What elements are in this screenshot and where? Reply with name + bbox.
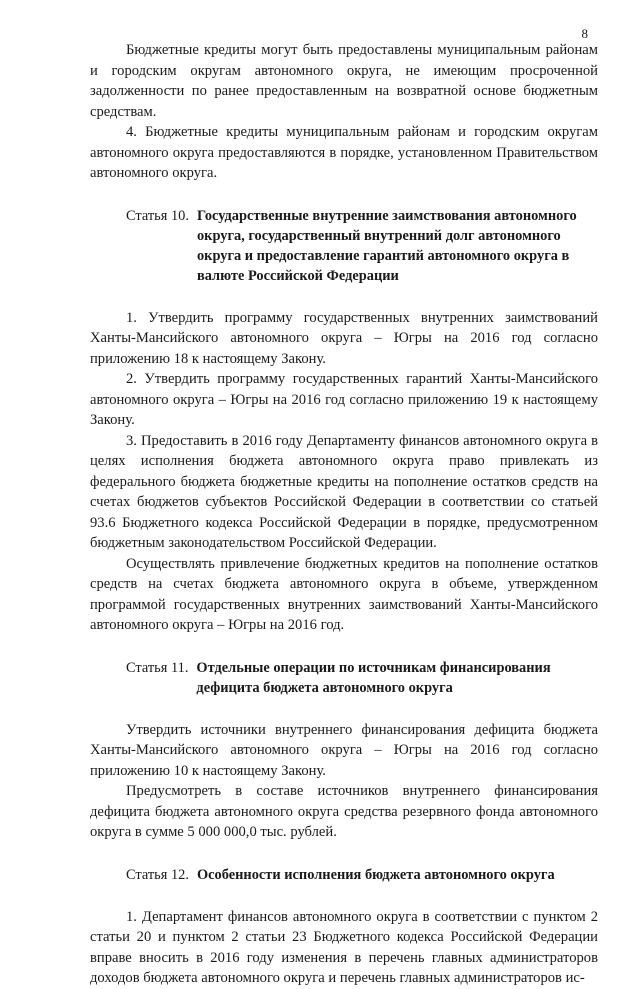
article-11-title: Отдельные операции по источникам финансирования дефицита бюджета автономного округа xyxy=(196,659,551,696)
article-11-number: Статья 11. xyxy=(126,659,189,676)
article-10-paragraph-3: 3. Предоставить в 2016 году Департаменту финансов автономного округа в целях исполнения бюджета автономного округа право привлекать из федерального бюджета бюджетные кредиты на пополнение остатков средств на счетах бюджетов субъектов Российской Федерации в соответствии со статьей 93.6 Бюджетного кодекса Российской Федерации в порядке, предусмотренном бюджетным законодательством Российской Федерации. xyxy=(90,432,598,551)
article-10-paragraph-1: 1. Утвердить программу государственных внутренних заимствований Ханты-Мансийского автономного округа – Югры на 2016 год согласно приложению 18 к настоящему Закону. xyxy=(90,309,598,367)
paragraph-item-4: 4. Бюджетные кредиты муниципальным районам и городским округам автономного округа предоставляются в порядке, установленном Правительством автономного округа. xyxy=(90,124,598,181)
article-10-title: Государственные внутренние заимствования автономного округа, государственный внутренний долг автономного округа и предоставление гарантий автономного округа в валюте Российской Федерации xyxy=(196,207,577,284)
article-11-paragraph-1: Утвердить источники внутреннего финансирования дефицита бюджета Ханты-Мансийского автономного округа – Югры на 2016 год согласно приложению 10 к настоящему Закону. xyxy=(90,721,598,779)
article-11-heading xyxy=(90,658,598,698)
article-10-paragraph-4: Осуществлять привлечение бюджетных кредитов на пополнение остатков средств на счетах бюджета автономного округа в объеме, утвержденном программой государственных внутренних заимствований Ханты-Мансийского автономного округа – Югры на 2016 год. xyxy=(90,555,598,633)
article-12-number: Статья 12. xyxy=(126,866,189,883)
article-12-title: Особенности исполнения бюджета автономного округа xyxy=(196,866,555,883)
page-number: 8 xyxy=(581,26,588,41)
article-10-heading xyxy=(90,206,598,286)
page-content xyxy=(90,40,598,989)
article-12-heading xyxy=(90,865,598,885)
article-10-number: Статья 10. xyxy=(126,207,189,224)
article-11-paragraph-2: Предусмотреть в составе источников внутреннего финансирования дефицита бюджета автономного округа средства резервного фонда автономного округа в сумме 5 000 000,0 тыс. рублей. xyxy=(90,783,598,840)
article-12-paragraph-1: 1. Департамент финансов автономного округа в соответствии с пунктом 2 статьи 20 и пунктом 2 статьи 23 Бюджетного кодекса Российской Федерации вправе вносить в 2016 году изменения в перечень главных администраторов доходов бюджета автономного округа и перечень главных администраторов ис- xyxy=(90,908,598,986)
paragraph-budget-credits: Бюджетные кредиты могут быть предоставлены муниципальным районам и городским округам автономного округа, не имеющим просроченной задолженности по ранее предоставленным на возвратной основе бюджетным средствам. xyxy=(90,42,598,120)
article-10-paragraph-2: 2. Утвердить программу государственных гарантий Ханты-Мансийского автономного округа – Югры на 2016 год согласно приложению 19 к настоящему Закону. xyxy=(90,371,598,428)
